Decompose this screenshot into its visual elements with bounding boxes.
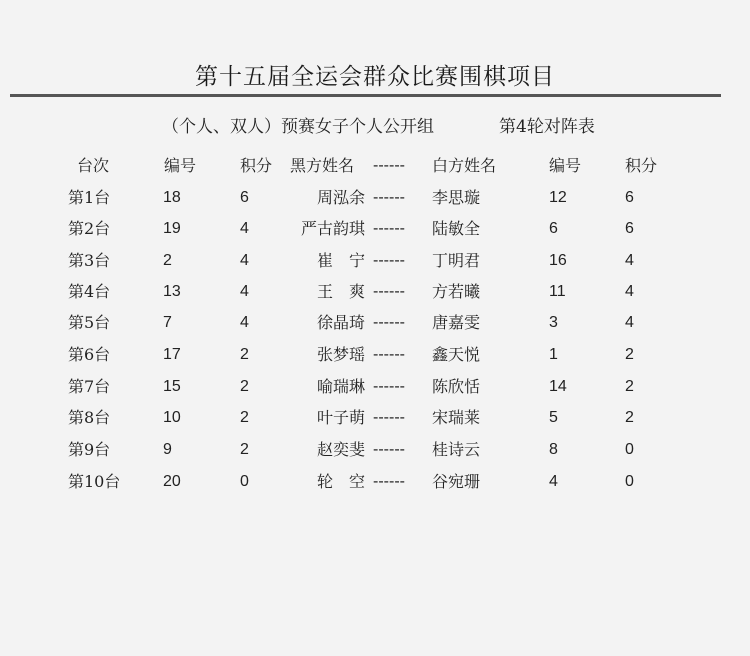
black-number: 20 xyxy=(163,473,181,490)
white-score: 4 xyxy=(625,252,634,269)
white-score: 2 xyxy=(625,378,634,395)
black-number: 18 xyxy=(163,189,181,206)
table-row xyxy=(0,248,750,274)
black-name: 严古韵琪 xyxy=(300,219,365,238)
table-number: 第2台 xyxy=(68,219,111,238)
separator: ------ xyxy=(373,189,405,206)
separator: ------ xyxy=(373,314,405,331)
black-number: 10 xyxy=(163,409,181,426)
header-black-number: 编号 xyxy=(164,156,197,175)
separator: ------ xyxy=(373,346,405,363)
white-name: 鑫天悦 xyxy=(432,345,481,364)
table-header-row xyxy=(0,153,750,179)
white-score: 2 xyxy=(625,346,634,363)
table-number: 第10台 xyxy=(68,472,121,491)
white-number: 16 xyxy=(549,252,567,269)
header-black-score: 积分 xyxy=(240,156,273,175)
black-number: 13 xyxy=(163,283,181,300)
white-number: 11 xyxy=(549,283,566,300)
white-score: 4 xyxy=(625,283,634,300)
table-number: 第3台 xyxy=(68,251,111,270)
black-score: 2 xyxy=(240,409,249,426)
black-score: 2 xyxy=(240,378,249,395)
white-score: 4 xyxy=(625,314,634,331)
white-name: 陈欣恬 xyxy=(432,377,481,396)
white-number: 3 xyxy=(549,314,558,331)
separator: ------ xyxy=(373,409,405,426)
white-name: 唐嘉雯 xyxy=(432,313,481,332)
white-name: 李思璇 xyxy=(432,188,481,207)
header-white-name: 白方姓名 xyxy=(432,156,497,175)
separator: ------ xyxy=(373,220,405,237)
white-name: 丁明君 xyxy=(432,251,481,270)
table-row xyxy=(0,185,750,211)
table-row xyxy=(0,405,750,431)
black-score: 6 xyxy=(240,189,249,206)
table-number: 第4台 xyxy=(68,282,111,301)
separator: ------ xyxy=(373,441,405,458)
black-number: 17 xyxy=(163,346,181,363)
white-number: 6 xyxy=(549,220,558,237)
white-number: 12 xyxy=(549,189,567,206)
black-name: 周泓余 xyxy=(316,188,365,207)
white-number: 1 xyxy=(549,346,558,363)
separator: ------ xyxy=(373,252,405,269)
subtitle-group: （个人、双人）预赛女子个人公开组 xyxy=(162,117,434,137)
black-name: 轮 空 xyxy=(316,472,365,491)
header-white-number: 编号 xyxy=(549,156,582,175)
black-number: 15 xyxy=(163,378,181,395)
black-score: 2 xyxy=(240,346,249,363)
black-number: 19 xyxy=(163,220,181,237)
white-score: 0 xyxy=(625,473,634,490)
black-score: 2 xyxy=(240,441,249,458)
table-row xyxy=(0,469,750,495)
table-number: 第9台 xyxy=(68,440,111,459)
black-number: 7 xyxy=(163,314,172,331)
header-white-score: 积分 xyxy=(625,156,658,175)
header-table: 台次 xyxy=(77,156,110,175)
black-name: 叶子萌 xyxy=(316,408,365,427)
white-name: 方若曦 xyxy=(432,282,481,301)
black-name: 徐晶琦 xyxy=(316,313,365,332)
black-name: 王 爽 xyxy=(316,282,365,301)
white-name: 宋瑞莱 xyxy=(432,408,481,427)
white-score: 6 xyxy=(625,189,634,206)
separator: ------ xyxy=(373,473,405,490)
header-separator: ------ xyxy=(373,157,405,174)
black-name: 赵奕斐 xyxy=(316,440,365,459)
white-name: 桂诗云 xyxy=(432,440,481,459)
table-number: 第8台 xyxy=(68,408,111,427)
document-title: 第十五届全运会群众比赛围棋项目 xyxy=(195,64,555,90)
table-row xyxy=(0,342,750,368)
black-score: 4 xyxy=(240,314,249,331)
separator: ------ xyxy=(373,283,405,300)
black-name: 张梦瑶 xyxy=(316,345,365,364)
white-number: 4 xyxy=(549,473,558,490)
white-name: 陆敏全 xyxy=(432,219,481,238)
black-score: 0 xyxy=(240,473,249,490)
white-number: 5 xyxy=(549,409,558,426)
subtitle-round: 第4轮对阵表 xyxy=(499,117,595,137)
black-name: 喻瑞琳 xyxy=(316,377,365,396)
black-name: 崔 宁 xyxy=(316,251,365,270)
white-name: 谷宛珊 xyxy=(432,472,481,491)
table-row xyxy=(0,279,750,305)
table-row xyxy=(0,437,750,463)
black-number: 9 xyxy=(163,441,172,458)
black-score: 4 xyxy=(240,283,249,300)
header-black-name: 黑方姓名 xyxy=(290,156,355,175)
white-number: 14 xyxy=(549,378,567,395)
table-row xyxy=(0,216,750,242)
table-row xyxy=(0,374,750,400)
white-score: 2 xyxy=(625,409,634,426)
separator: ------ xyxy=(373,378,405,395)
title-divider xyxy=(10,94,721,97)
table-number: 第7台 xyxy=(68,377,111,396)
table-row xyxy=(0,310,750,336)
white-score: 0 xyxy=(625,441,634,458)
white-number: 8 xyxy=(549,441,558,458)
table-number: 第6台 xyxy=(68,345,111,364)
table-number: 第1台 xyxy=(68,188,111,207)
table-number: 第5台 xyxy=(68,313,111,332)
black-score: 4 xyxy=(240,252,249,269)
black-score: 4 xyxy=(240,220,249,237)
white-score: 6 xyxy=(625,220,634,237)
black-number: 2 xyxy=(163,252,172,269)
